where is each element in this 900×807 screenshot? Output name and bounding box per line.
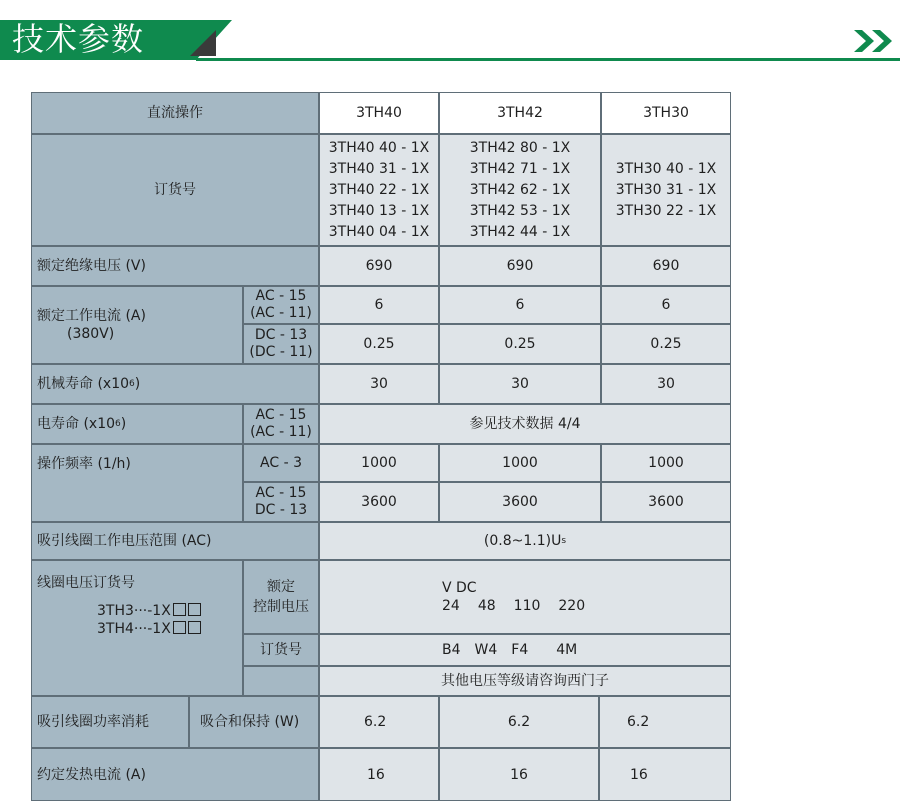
coil-voltage-range-text: (0.8~1.1)U (483, 533, 562, 549)
order-code-values (319, 634, 731, 666)
operating-frequency-value: 3600 (319, 482, 439, 522)
coil-code-line (37, 602, 201, 620)
electrical-life-value: 参见技术数据 4/4 (319, 404, 731, 444)
operating-frequency-value: 3600 (439, 482, 601, 522)
rated-current-label: 额定工作电流 (A) (37, 308, 146, 324)
coil-power-value: 6.2 (599, 696, 731, 748)
order-number-values: 3TH30 40 - 1X 3TH30 31 - 1X 3TH30 22 - 1X (601, 134, 731, 246)
order-code: B4 (442, 642, 461, 658)
utilization-category: DC - 13 (DC - 11) (243, 324, 319, 364)
vdc-unit: V DC (442, 580, 477, 596)
coil-code-text: 3TH4···-1X (97, 621, 171, 637)
mechanical-life-value: 30 (439, 364, 601, 404)
rated-current-value: 0.25 (601, 324, 731, 364)
coil-power-value: 6.2 (439, 696, 599, 748)
operating-frequency-value: 1000 (319, 444, 439, 482)
coil-power-sublabel: 吸合和保持 (W) (189, 696, 319, 748)
coil-voltage-range-label: 吸引线圈工作电压范围 (AC) (31, 522, 319, 560)
utilization-category: AC - 15 (AC - 11) (243, 404, 319, 444)
electrical-life-label-suffix: ) (120, 416, 127, 432)
rated-current-value: 6 (319, 286, 439, 324)
model-header: 3TH42 (439, 92, 601, 134)
rated-current-value: 6 (439, 286, 601, 324)
utilization-category: AC - 15 DC - 13 (243, 482, 319, 522)
code-box (173, 603, 186, 616)
thermal-current-value: 16 (599, 748, 731, 801)
utilization-category: AC - 3 (243, 444, 319, 482)
mechanical-life-label-text: 机械寿命 (x10 (37, 376, 130, 392)
corner-label: 直流操作 (31, 92, 319, 134)
model-header: 3TH30 (601, 92, 731, 134)
rated-current-sublabel: (380V) (67, 326, 115, 342)
utilization-category: AC - 15 (AC - 11) (243, 286, 319, 324)
coil-voltage-order-label: 线圈电压订货号 (37, 575, 135, 591)
rated-current-value: 0.25 (319, 324, 439, 364)
insulation-voltage-label: 额定绝缘电压 (V) (31, 246, 319, 286)
rated-control-voltage-label: 额定 控制电压 (243, 560, 319, 634)
coil-voltage-order-cell (31, 560, 243, 696)
voltage-value: 48 (477, 598, 496, 614)
insulation-voltage-value: 690 (439, 246, 601, 286)
operating-frequency-value: 1000 (439, 444, 601, 482)
header-rule (196, 58, 900, 61)
coil-power-label: 吸引线圈功率消耗 (31, 696, 189, 748)
double-chevron-right-icon (850, 26, 900, 56)
voltage-value: 24 (442, 598, 460, 614)
header-shadow-wedge (190, 30, 216, 56)
coil-power-value: 6.2 (319, 696, 439, 748)
operating-frequency-value: 3600 (601, 482, 731, 522)
coil-code-line (37, 620, 201, 638)
page-title: 技术参数 (12, 20, 145, 58)
electrical-life-label-text: 电寿命 (x10 (37, 416, 116, 432)
electrical-life-label: 电寿命 (x10 6 ) (31, 404, 243, 444)
insulation-voltage-value: 690 (319, 246, 439, 286)
coil-voltage-range-value: (0.8~1.1)U s (319, 522, 731, 560)
order-number-values: 3TH40 40 - 1X 3TH40 31 - 1X 3TH40 22 - 1X 3TH40 13 - 1X 3TH40 04 - 1X (319, 134, 439, 246)
order-code: 4M (556, 642, 578, 658)
code-box (173, 621, 186, 634)
mechanical-life-label: 机械寿命 (x10 6 ) (31, 364, 319, 404)
voltage-list (442, 597, 585, 615)
blank-label-cell (243, 666, 319, 696)
coil-code-text: 3TH3···-1X (97, 603, 171, 619)
model-header: 3TH40 (319, 92, 439, 134)
order-number-label: 订货号 (31, 134, 319, 246)
operating-frequency-label: 操作频率 (1/h) (31, 444, 243, 522)
order-number-values: 3TH42 80 - 1X 3TH42 71 - 1X 3TH42 62 - 1X 3TH42 53 - 1X 3TH42 44 - 1X (439, 134, 601, 246)
mechanical-life-value: 30 (319, 364, 439, 404)
voltage-value: 110 (513, 598, 541, 614)
other-voltage-note: 其他电压等级请咨询西门子 (319, 666, 731, 696)
mechanical-life-label-suffix: ) (134, 376, 141, 392)
spec-table (31, 92, 731, 801)
thermal-current-value: 16 (439, 748, 599, 801)
rated-current-value: 0.25 (439, 324, 601, 364)
thermal-current-value: 16 (319, 748, 439, 801)
insulation-voltage-value: 690 (601, 246, 731, 286)
order-code: F4 (511, 642, 529, 658)
rated-current-value: 6 (601, 286, 731, 324)
operating-frequency-value: 1000 (601, 444, 731, 482)
order-code-label: 订货号 (243, 634, 319, 666)
rated-current-label-cell (31, 286, 243, 364)
mechanical-life-value: 30 (601, 364, 731, 404)
code-box (188, 621, 201, 634)
order-code: W4 (474, 642, 498, 658)
voltage-value: 220 (558, 598, 586, 614)
code-box (188, 603, 201, 616)
control-voltage-values (319, 560, 731, 634)
thermal-current-label: 约定发热电流 (A) (31, 748, 319, 801)
